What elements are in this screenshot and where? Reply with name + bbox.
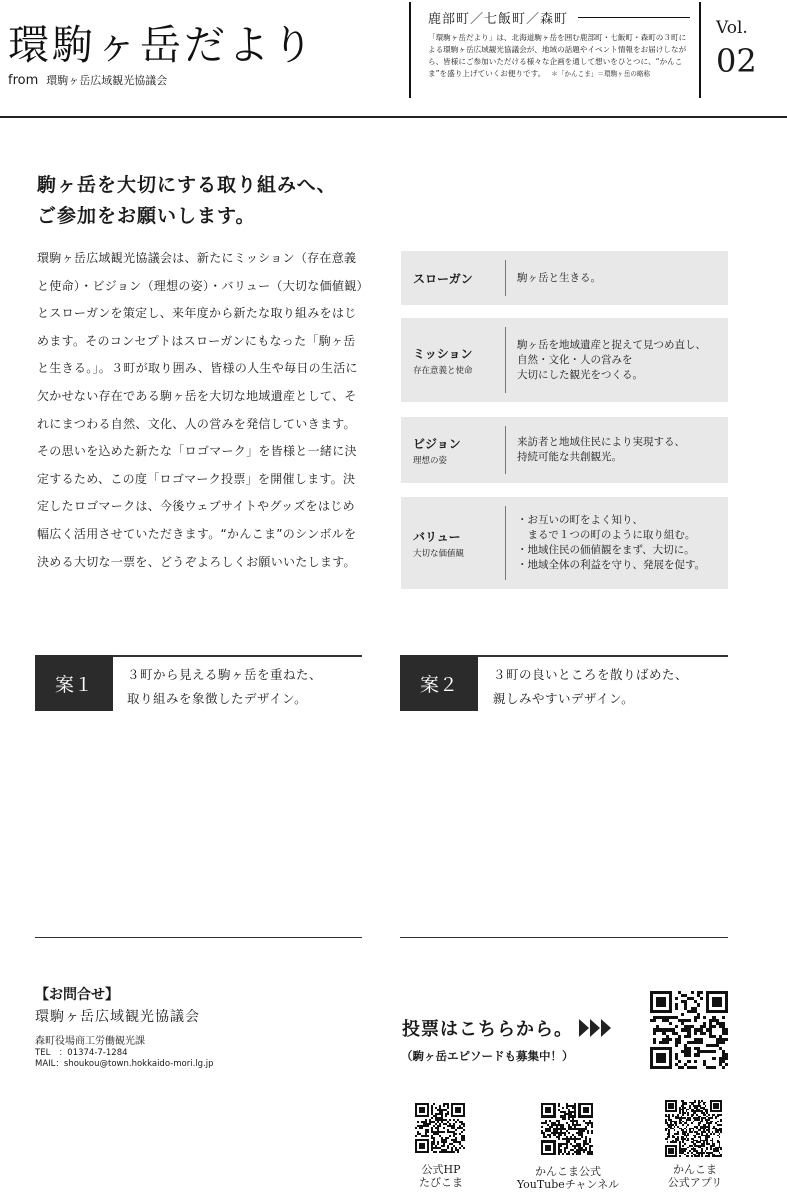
vote-qr-code-icon[interactable] bbox=[650, 991, 728, 1069]
qr-caption-line-1: かんこま bbox=[673, 1163, 717, 1176]
value-label bbox=[401, 435, 505, 466]
region-description bbox=[428, 32, 690, 80]
header-rule bbox=[0, 116, 787, 118]
value-label-main: ミッション bbox=[413, 346, 473, 361]
contact-phone: TEL ：01374-7-1284 bbox=[35, 1048, 128, 1058]
value-label-sub: 理想の姿 bbox=[413, 455, 448, 466]
volume-number: 02 bbox=[716, 42, 757, 80]
contact-organization: 環駒ヶ岳広域観光協議会 bbox=[35, 1009, 200, 1025]
from-line bbox=[8, 72, 167, 88]
contact-email: MAIL：shoukou@town.hokkaido-mori.lg.jp bbox=[35, 1059, 214, 1069]
volume-label: Vol. bbox=[716, 18, 748, 38]
from-org: 環駒ヶ岳広域観光協議会 bbox=[46, 74, 168, 87]
qr-caption-line-1: 公式HP bbox=[421, 1163, 461, 1176]
qr-caption-line-2: 公式アプリ bbox=[667, 1176, 723, 1189]
qr-module bbox=[463, 1151, 465, 1153]
qr-module bbox=[591, 1153, 593, 1155]
value-label-main: スローガン bbox=[413, 271, 473, 286]
region-block bbox=[428, 8, 690, 80]
youtube-qr-code-icon[interactable] bbox=[541, 1103, 593, 1155]
value-box-slogan bbox=[401, 251, 728, 305]
plan-2-bottom-rule bbox=[400, 937, 728, 938]
value-label bbox=[401, 270, 505, 287]
plan-1-bottom-rule bbox=[35, 937, 362, 938]
value-label-sub: 大切な価値観 bbox=[413, 548, 465, 559]
qr-caption-line-2: YouTubeチャンネル bbox=[516, 1178, 620, 1191]
value-text: 駒ヶ岳と生きる。 bbox=[517, 271, 601, 284]
qr-caption-line-2: たびこま bbox=[419, 1176, 463, 1189]
value-text: 来訪者と地域住民により実現する、 持続可能な共創観光。 bbox=[517, 436, 685, 463]
header-divider-right bbox=[699, 2, 701, 98]
region-title bbox=[428, 8, 690, 27]
qr-module bbox=[725, 1066, 728, 1069]
from-word: from bbox=[8, 73, 39, 88]
value-box-mission bbox=[401, 318, 728, 402]
vote-subtext: （駒ヶ岳エピソードも募集中！） bbox=[401, 1049, 574, 1063]
value-text: ・お互いの町をよく知り、 まるで１つの町のように取り組む。 ・地域住民の価値観をまず、大切に。 ・地域全体の利益を守り、発展を促す。 bbox=[517, 514, 706, 571]
qr-caption-app bbox=[655, 1163, 735, 1189]
masthead-title: 環駒ヶ岳だより bbox=[8, 21, 316, 69]
newsletter-header bbox=[0, 0, 787, 118]
vote-cta bbox=[402, 1015, 612, 1041]
headline-line-1: 駒ヶ岳を大切にする取り組みへ、 bbox=[37, 174, 337, 196]
plan-2-description: ３町の良いところを散りばめた、 親しみやすいデザイン。 bbox=[493, 667, 689, 706]
value-label-main: ビジョン bbox=[413, 436, 461, 451]
plan-1-tag: 案１ bbox=[35, 655, 113, 711]
region-note: ＊「かんこま」＝環駒ヶ岳の略称 bbox=[551, 70, 651, 78]
vote-cta-text: 投票はこちらから。 bbox=[402, 1019, 573, 1040]
article-intro: 環駒ヶ岳広域観光協議会は、新たにミッション（存在意義と使命）・ビジョン（理想の姿）・バリュー（大切な価値観）とスローガンを策定し、来年度から新たな取り組みをはじめます。そのコンセプトはスローガンにもなった「駒ヶ岳と生きる。」。３町が取り囲み、皆様の人生や毎日の生活に欠かせない存在である駒ヶ岳を大切な地域遺産として、それにまつわる自然、文化、人の営みを発信していきます。その思いを込めた新たな「ロゴマーク」を皆様と一緒に決定するため、この度「ロゴマーク投票」を開催します。決定したロゴマークは、今後ウェブサイトやグッズをはじめ幅広く活用させていただきます。“かんこま”のシンボルを決める大切な一票を、どうぞよろしくお願いいたします。 bbox=[37, 251, 363, 569]
value-label-sub: 存在意義と使命 bbox=[413, 365, 473, 376]
contact-title: 【お問合せ】 bbox=[35, 987, 119, 1003]
region-title-text: 鹿部町／七飯町／森町 bbox=[428, 12, 569, 27]
plan-1-description: ３町から見える駒ヶ岳を重ねた、 取り組みを象徴したデザイン。 bbox=[127, 667, 323, 706]
value-box-value bbox=[401, 497, 728, 589]
region-title-rule bbox=[578, 17, 690, 18]
app-qr-code-icon[interactable] bbox=[665, 1100, 722, 1157]
article-headline bbox=[37, 170, 337, 232]
qr-module bbox=[720, 1155, 722, 1157]
value-label bbox=[401, 345, 505, 376]
value-label-main: バリュー bbox=[413, 529, 461, 544]
region-description-text: 「環駒ヶ岳だより」は、北海道駒ヶ岳を囲む鹿部町・七飯町・森町の３町による環駒ヶ岳広域観光協議会が、地域の話題やイベント情報をお届けしながら、皆様にご参加いただける様々な企画を通して想いをひとつに、“かんこま”を盛り上げていくお便りです。 bbox=[428, 33, 687, 78]
headline-line-2: ご参加をお願いします。 bbox=[37, 205, 256, 227]
triple-arrow-icon bbox=[579, 1019, 612, 1037]
qr-caption-hp bbox=[410, 1163, 472, 1189]
qr-caption-line-1: かんこま公式 bbox=[535, 1165, 601, 1178]
value-text: 駒ヶ岳を地域遺産と捉えて見つめ直し、 自然・文化・人の営みを 大切にした観光をつくる。 bbox=[517, 338, 706, 381]
value-label bbox=[401, 528, 505, 559]
value-box-vision bbox=[401, 417, 728, 483]
plan-2-tag: 案２ bbox=[400, 655, 478, 711]
contact-department: 森町役場商工労働観光課 bbox=[35, 1036, 145, 1047]
hp-qr-code-icon[interactable] bbox=[415, 1103, 465, 1153]
qr-caption-youtube bbox=[501, 1165, 635, 1191]
header-divider-left bbox=[409, 2, 411, 98]
